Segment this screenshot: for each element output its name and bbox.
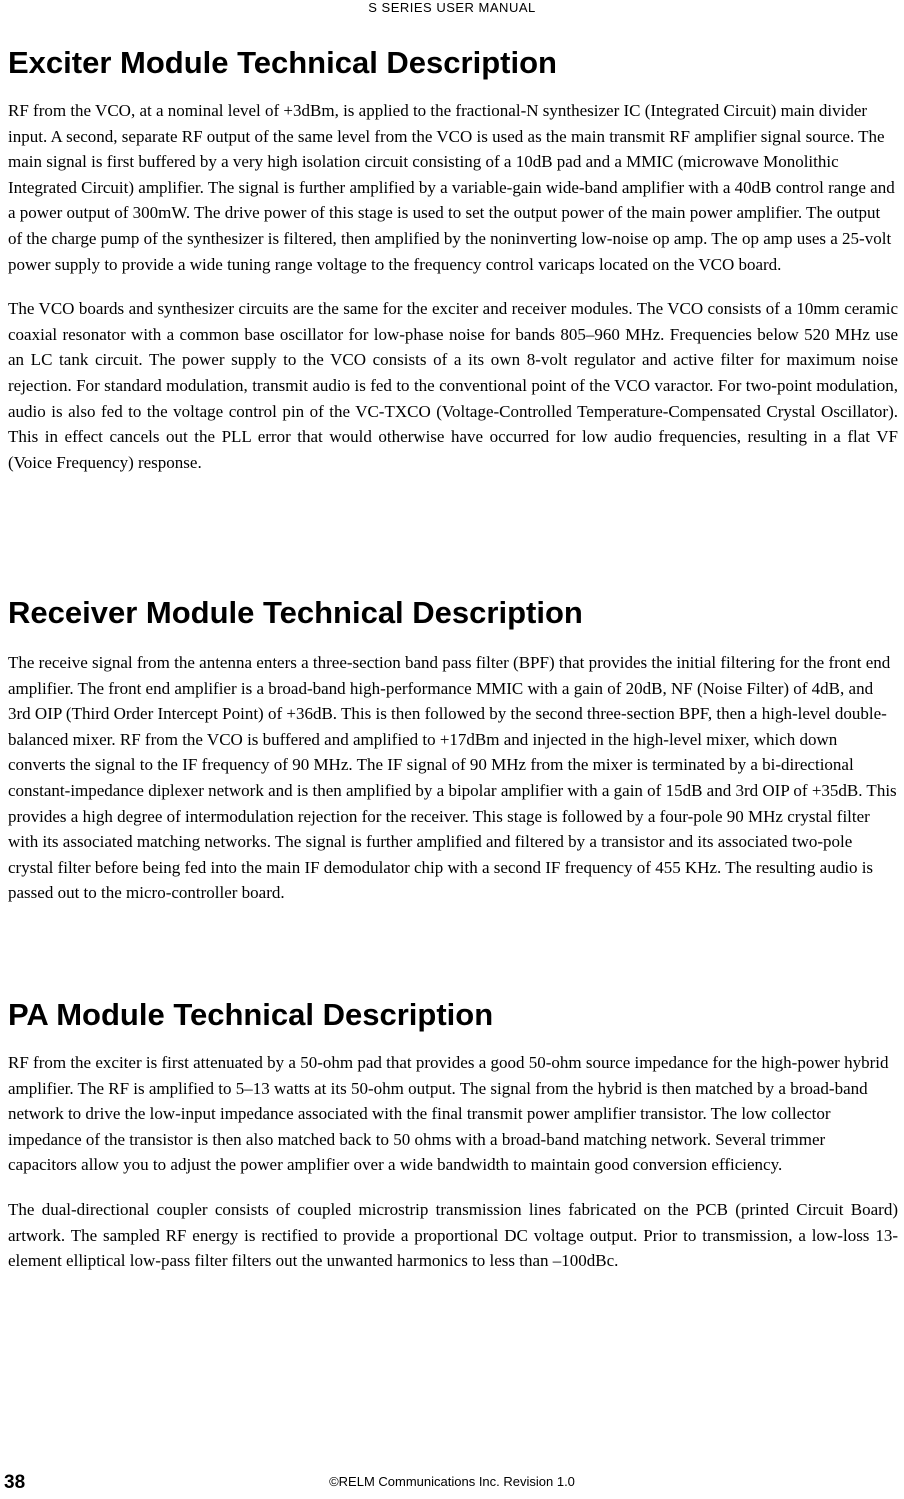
receiver-section [8, 594, 898, 906]
copyright-notice: ©RELM Communications Inc. Revision 1.0 [329, 1474, 575, 1489]
pa-paragraph-2: The dual-directional coupler consists of coupled microstrip transmission lines fabricated on the PCB (printed Circuit Board) artwork. The sampled RF energy is rectified to provide a proportional DC voltage output. Prior to transmission, a low-loss 13-element elliptical low-pass filter filters out the unwanted harmonics to less than –100dBc. [8, 1199, 898, 1271]
receiver-paragraph-1: The receive signal from the antenna enters a three-section band pass filter (BPF) that provides the initial filtering for the front end amplifier. The front end amplifier is a broad-band high-performance MMIC with a gain of 20dB, NF (Noise Filter) of 4dB, and 3rd OIP (Third Order Intercept Point) of +36dB. This is then followed by the second three-section BPF, then a high-level double-balanced mixer. RF from the VCO is buffered and amplified to +17dBm and injected in the high-level mixer, which down converts the signal to the IF frequency of 90 MHz. The IF signal of 90 MHz from the mixer is terminated by a bi-directional constant-impedance diplexer network and is then amplified by a bipolar amplifier with a gain of 15dB and 3rd OIP of +35dB. This provides a high degree of intermodulation rejection for the receiver. This stage is followed by a four-pole 90 MHz crystal filter with its associated matching networks. The signal is further amplified and filtered by a transistor and its associated two-pole crystal filter before being fed into the main IF demodulator chip with a second IF frequency of 455 KHz. The resulting audio is passed out to the micro-controller board. [8, 653, 897, 903]
receiver-heading: Receiver Module Technical Description [8, 595, 583, 630]
running-header: S SERIES USER MANUAL [368, 0, 536, 15]
pa-heading: PA Module Technical Description [8, 997, 494, 1032]
exciter-paragraph-1: RF from the VCO, at a nominal level of +3dBm, is applied to the fractional-N synthesizer IC (Integrated Circuit) main divider input. A second, separate RF output of the same level from the VCO is used as the main transmit RF amplifier signal source. The main signal is first buffered by a very high isolation circuit consisting of a 10dB pad and a MMIC (microwave Monolithic Integrated Circuit) amplifier. The signal is further amplified by a variable-gain wide-band amplifier with a 40dB control range and a power output of 300mW. The drive power of this stage is used to set the output power of the main power amplifier. The output of the charge pump of the synthesizer is filtered, then amplified by the noninverting low-noise op amp. The op amp uses a 25-volt power supply to provide a wide tuning range voltage to the frequency control varicaps located on the VCO board. [8, 101, 895, 274]
page-footer [0, 1472, 904, 1494]
pa-section [8, 996, 898, 1274]
exciter-paragraph-2: The VCO boards and synthesizer circuits are the same for the exciter and receiver modules. The VCO consists of a 10mm ceramic coaxial resonator with a common base oscillator for low-phase noise for bands 805–960 MHz. Frequencies below 520 MHz use an LC tank circuit. The power supply to the VCO consists of a its own 8-volt regulator and active filter for maximum noise rejection. For standard modulation, transmit audio is fed to the conventional point of the VCO varactor. For two-point modulation, audio is also fed to the voltage control pin of the VC-TXCO (Voltage-Controlled Temperature-Compensated Crystal Oscillator). This in effect cancels out the PLL error that would otherwise have occurred for low audio frequencies, resulting in a flat VF (Voice Frequency) response. [8, 299, 898, 472]
page-number: 38 [4, 1472, 26, 1493]
exciter-section [8, 44, 898, 475]
pa-paragraph-1: RF from the exciter is first attenuated by a 50-ohm pad that provides a good 50-ohm source impedance for the high-power hybrid amplifier. The RF is amplified to 5–13 watts at its 50-ohm output. The signal from the hybrid is then matched by a broad-band network to drive the low-input impedance associated with the final transmit power amplifier transistor. The low collector impedance of the transistor is then also matched back to 50 ohms with a broad-band matching network. Several trimmer capacitors allow you to adjust the power amplifier over a wide bandwidth to maintain good conversion efficiency. [8, 1053, 889, 1175]
exciter-heading: Exciter Module Technical Description [8, 45, 557, 80]
